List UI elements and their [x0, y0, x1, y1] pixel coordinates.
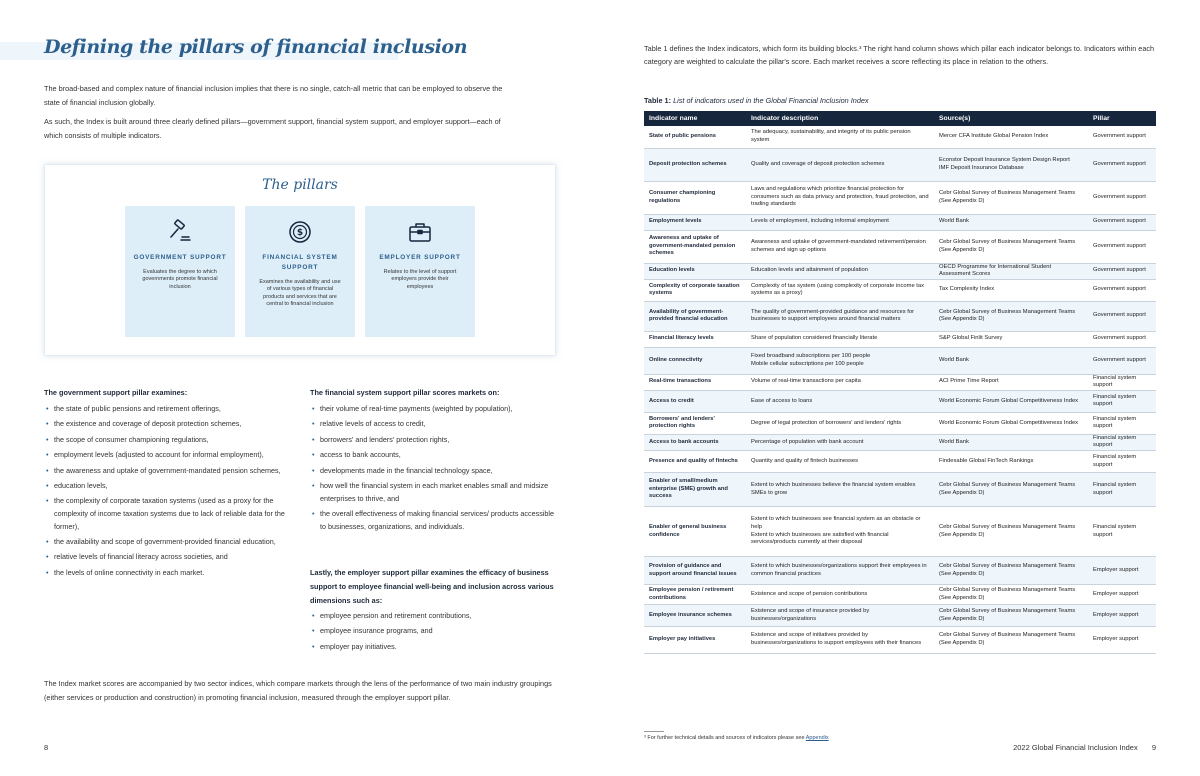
source-cell: Cebr Global Survey of Business Management Teams (See Appendix D)	[934, 301, 1088, 331]
report-title: 2022 Global Financial Inclusion Index	[1013, 743, 1138, 752]
source-cell: World Bank	[934, 434, 1088, 450]
source-cell: S&P Global Finlit Survey	[934, 331, 1088, 347]
indicator-name-cell: Employer pay initiatives	[644, 627, 746, 654]
gavel-icon	[167, 219, 193, 245]
source-cell: Cebr Global Survey of Business Management Teams (See Appendix D)	[934, 230, 1088, 263]
source-cell: Cebr Global Survey of Business Management Teams (See Appendix D)	[934, 605, 1088, 627]
list-item: • how well the financial system in each market enables small and midsize enterprises to thrive, and	[310, 480, 560, 505]
table-row	[644, 126, 1156, 148]
table-row	[644, 347, 1156, 374]
table-row	[644, 390, 1156, 412]
pillar-cell: Government support	[1088, 331, 1156, 347]
indicator-description-cell: Ease of access to loans	[746, 390, 934, 412]
page-number: 9	[1151, 743, 1156, 752]
indicator-name-cell: Enabler of general business confidence	[644, 507, 746, 557]
list-item: • their volume of real-time payments (weighted by population),	[310, 403, 560, 416]
pillar-description: Relates to the level of support employers provide their employees	[383, 269, 457, 290]
pillar-card-financial-system	[245, 206, 355, 337]
list-item: • the levels of online connectivity in each market.	[44, 567, 289, 580]
source-cell: Cebr Global Survey of Business Management Teams (See Appendix D)	[934, 181, 1088, 214]
page-title: Defining the pillars of financial inclusion	[44, 36, 468, 58]
indicator-name-cell: Availability of government-provided financial education	[644, 301, 746, 331]
pillar-cell: Employer support	[1088, 605, 1156, 627]
indicator-name-cell: Education levels	[644, 263, 746, 279]
column-header: Indicator description	[746, 111, 934, 126]
table-row	[644, 148, 1156, 181]
table-caption-text: List of indicators used in the Global Financial Inclusion Index	[673, 96, 869, 105]
source-cell: Cebr Global Survey of Business Management Teams (See Appendix D)	[934, 507, 1088, 557]
indicator-description-cell: Complexity of tax system (using complexity of corporate income tax systems as a proxy)	[746, 279, 934, 301]
indicator-description-cell: Percentage of population with bank account	[746, 434, 934, 450]
indicator-name-cell: Enabler of small/medium enterprise (SME) growth and success	[644, 473, 746, 507]
briefcase-icon	[407, 219, 433, 245]
indicator-name-cell: Borrowers' and lenders' protection rights	[644, 412, 746, 434]
indicator-description-cell: Awareness and uptake of government-mandated retirement/pension schemes and sign up options	[746, 230, 934, 263]
source-cell: OECD Programme for International Student Assessment Scores	[934, 263, 1088, 279]
pillars-paragraph: As such, the Index is built around three clearly defined pillars—government support, financial system support, and employer support—each of which consists of multiple indicators.	[44, 117, 501, 140]
table-row	[644, 507, 1156, 557]
pillar-name: FINANCIAL SYSTEM SUPPORT	[262, 254, 338, 271]
pillar-name: GOVERNMENT SUPPORT	[133, 254, 227, 261]
pillar-cell: Government support	[1088, 230, 1156, 263]
indicator-name-cell: Awareness and uptake of government-mandated pension schemes	[644, 230, 746, 263]
financial-pillar-heading: The financial system support pillar scores markets on:	[310, 388, 500, 397]
svg-text:$: $	[296, 228, 304, 239]
table-row	[644, 557, 1156, 585]
pillar-cell: Employer support	[1088, 585, 1156, 605]
source-cell: Cebr Global Survey of Business Management Teams (See Appendix D)	[934, 585, 1088, 605]
table-row	[644, 451, 1156, 473]
pillar-cell: Financial system support	[1088, 374, 1156, 390]
indicator-name-cell: Employment levels	[644, 214, 746, 230]
employer-pillar-list	[310, 610, 560, 656]
source-cell: World Economic Forum Global Competitiveness Index	[934, 412, 1088, 434]
pillar-card-employer	[365, 206, 475, 337]
indicator-name-cell: Access to credit	[644, 390, 746, 412]
list-item: • the awareness and uptake of government-mandated pension schemes,	[44, 465, 289, 478]
pillar-cell: Government support	[1088, 279, 1156, 301]
pillar-cell: Employer support	[1088, 557, 1156, 585]
indicator-description-cell: Volume of real-time transactions per capita	[746, 374, 934, 390]
pillar-cell: Government support	[1088, 263, 1156, 279]
indicator-description-cell: The quality of government-provided guidance and resources for businesses to support employees around financial matters	[746, 301, 934, 331]
indicator-name-cell: Employee pension / retirement contributions	[644, 585, 746, 605]
closing-paragraph: The Index market scores are accompanied by two sector indices, which compare markets through the lens of the performance of two main industry groupings (either services or production and construction) in promoting financial inclusion, measured through the employer support pillar.	[44, 679, 552, 702]
pillar-name: EMPLOYER SUPPORT	[379, 254, 461, 261]
list-item: • the overall effectiveness of making financial services/ products accessible to businesses, organizations, and individuals.	[310, 508, 560, 533]
pillar-cell: Government support	[1088, 301, 1156, 331]
source-cell: Cebr Global Survey of Business Management Teams (See Appendix D)	[934, 557, 1088, 585]
table-row	[644, 412, 1156, 434]
source-cell: ACI Prime Time Report	[934, 374, 1088, 390]
indicator-description-cell: Laws and regulations which prioritize financial protection for consumers such as data privacy and protection, fraud protection, and trading standards	[746, 181, 934, 214]
table-intro-paragraph: Table 1 defines the Index indicators, which form its building blocks.³ The right hand column shows which pillar each indicator belongs to. Indicators within each category are weighted to calculate the pillar's score. Each market receives a score reflecting its place in relation to the others.	[644, 44, 1155, 67]
list-item: • employer pay initiatives.	[310, 641, 560, 654]
indicator-description-cell: Share of population considered financially literate	[746, 331, 934, 347]
indicator-name-cell: Access to bank accounts	[644, 434, 746, 450]
source-cell: Econstor Deposit Insurance System Design Report IMF Deposit Insurance Database	[934, 148, 1088, 181]
indicator-name-cell: State of public pensions	[644, 126, 746, 148]
footnote	[644, 731, 829, 741]
source-cell: World Bank	[934, 214, 1088, 230]
footnote-rule	[644, 731, 664, 732]
indicator-name-cell: Deposit protection schemes	[644, 148, 746, 181]
pillar-cell: Financial system support	[1088, 434, 1156, 450]
appendix-link[interactable]: Appendix	[805, 735, 829, 741]
page-number: 8	[44, 743, 49, 752]
indicator-description-cell: Existence and scope of initiatives provided by businesses/organizations to support employees with their finances	[746, 627, 934, 654]
pillar-cell: Government support	[1088, 126, 1156, 148]
government-pillar-list	[44, 403, 289, 582]
table-row	[644, 279, 1156, 301]
table-row	[644, 263, 1156, 279]
list-item: • employment levels (adjusted to account for informal employment),	[44, 449, 289, 462]
list-item: • employee pension and retirement contributions,	[310, 610, 560, 623]
pillars-title: The pillars	[262, 177, 338, 193]
list-item: • relative levels of access to credit,	[310, 418, 560, 431]
table-row	[644, 301, 1156, 331]
column-header: Source(s)	[934, 111, 1088, 126]
indicator-name-cell: Consumer championing regulations	[644, 181, 746, 214]
table-row	[644, 230, 1156, 263]
pillar-cell: Government support	[1088, 181, 1156, 214]
indicators-table	[644, 111, 1156, 654]
list-item: • the complexity of corporate taxation systems (used as a proxy for the complexity of income taxation systems due to lack of reliable data for the former),	[44, 495, 289, 533]
pillar-cell: Financial system support	[1088, 412, 1156, 434]
pillar-cell: Financial system support	[1088, 473, 1156, 507]
source-cell: Mercer CFA Institute Global Pension Index	[934, 126, 1088, 148]
employer-pillar-heading: Lastly, the employer support pillar examines the efficacy of business support to employee financial well-being and inclusion across various dimensions such as:	[310, 568, 554, 605]
source-cell: Cebr Global Survey of Business Management Teams (See Appendix D)	[934, 473, 1088, 507]
indicator-description-cell: Quantity and quality of fintech businesses	[746, 451, 934, 473]
pillar-cell: Government support	[1088, 347, 1156, 374]
indicator-name-cell: Online connectivity	[644, 347, 746, 374]
pillar-cell: Employer support	[1088, 627, 1156, 654]
pillar-description: Examines the availability and use of various types of financial products and services that are central to financial inclusion	[259, 279, 341, 308]
list-item: • the availability and scope of government-provided financial education,	[44, 536, 289, 549]
list-item: • relative levels of financial literacy across societies, and	[44, 551, 289, 564]
pillar-cell: Government support	[1088, 148, 1156, 181]
indicator-description-cell: Fixed broadband subscriptions per 100 people Mobile cellular subscriptions per 100 people	[746, 347, 934, 374]
indicator-description-cell: Existence and scope of insurance provided by businesses/organizations	[746, 605, 934, 627]
indicator-name-cell: Employee insurance schemes	[644, 605, 746, 627]
table-caption	[644, 96, 869, 105]
indicator-description-cell: Existence and scope of pension contributions	[746, 585, 934, 605]
indicator-description-cell: Extent to which businesses see financial system as an obstacle or help Extent to which businesses are satisfied with financial services/products currently at their disposal	[746, 507, 934, 557]
pillar-description: Evaluates the degree to which governments promote financial inclusion	[142, 269, 218, 290]
table-row	[644, 627, 1156, 654]
table-row	[644, 374, 1156, 390]
coin-icon	[287, 219, 313, 245]
list-item: • borrowers' and lenders' protection rights,	[310, 434, 560, 447]
right-page	[600, 0, 1200, 776]
indicator-name-cell: Real-time transactions	[644, 374, 746, 390]
list-item: • access to bank accounts,	[310, 449, 560, 462]
list-item: • the scope of consumer championing regulations,	[44, 434, 289, 447]
indicator-name-cell: Complexity of corporate taxation systems	[644, 279, 746, 301]
column-header: Indicator name	[644, 111, 746, 126]
table-row	[644, 434, 1156, 450]
indicator-description-cell: Quality and coverage of deposit protection schemes	[746, 148, 934, 181]
table-row	[644, 181, 1156, 214]
indicator-name-cell: Presence and quality of fintechs	[644, 451, 746, 473]
indicator-description-cell: Education levels and attainment of population	[746, 263, 934, 279]
financial-pillar-list	[310, 403, 560, 536]
pillar-cell: Financial system support	[1088, 390, 1156, 412]
pillar-cell: Financial system support	[1088, 507, 1156, 557]
pillar-cell: Financial system support	[1088, 451, 1156, 473]
indicator-description-cell: Degree of legal protection of borrowers' and lenders' rights	[746, 412, 934, 434]
pillar-card-government	[125, 206, 235, 337]
government-pillar-heading: The government support pillar examines:	[44, 388, 188, 397]
footnote-text: ³ For further technical details and sources of indicators please see	[644, 735, 805, 741]
table-row	[644, 605, 1156, 627]
source-cell: World Economic Forum Global Competitiveness Index	[934, 390, 1088, 412]
intro-paragraph: The broad-based and complex nature of financial inclusion implies that there is no single, catch-all metric that can be employed to observe the state of financial inclusion globally.	[44, 84, 503, 107]
source-cell: World Bank	[934, 347, 1088, 374]
table-row	[644, 331, 1156, 347]
indicator-description-cell: The adequacy, sustainability, and integrity of its public pension system	[746, 126, 934, 148]
source-cell: Findexable Global FinTech Rankings	[934, 451, 1088, 473]
source-cell: Tax Complexity Index	[934, 279, 1088, 301]
list-item: • education levels,	[44, 480, 289, 493]
table-caption-label: Table 1:	[644, 96, 672, 105]
table-header-row	[644, 111, 1156, 126]
list-item: • the existence and coverage of deposit protection schemes,	[44, 418, 289, 431]
indicator-name-cell: Provision of guidance and support around financial issues	[644, 557, 746, 585]
pillars-panel	[44, 164, 556, 356]
column-header: Pillar	[1088, 111, 1156, 126]
table-row	[644, 473, 1156, 507]
indicator-description-cell: Levels of employment, including informal employment	[746, 214, 934, 230]
list-item: • the state of public pensions and retirement offerings,	[44, 403, 289, 416]
list-item: • employee insurance programs, and	[310, 625, 560, 638]
indicator-description-cell: Extent to which businesses believe the financial system enables SMEs to grow	[746, 473, 934, 507]
source-cell: Cebr Global Survey of Business Management Teams (See Appendix D)	[934, 627, 1088, 654]
indicator-name-cell: Financial literacy levels	[644, 331, 746, 347]
list-item: • developments made in the financial technology space,	[310, 465, 560, 478]
indicator-description-cell: Extent to which businesses/organizations support their employees in common financial practices	[746, 557, 934, 585]
table-row	[644, 585, 1156, 605]
pillar-cell: Government support	[1088, 214, 1156, 230]
page-footer	[1001, 743, 1156, 752]
table-row	[644, 214, 1156, 230]
